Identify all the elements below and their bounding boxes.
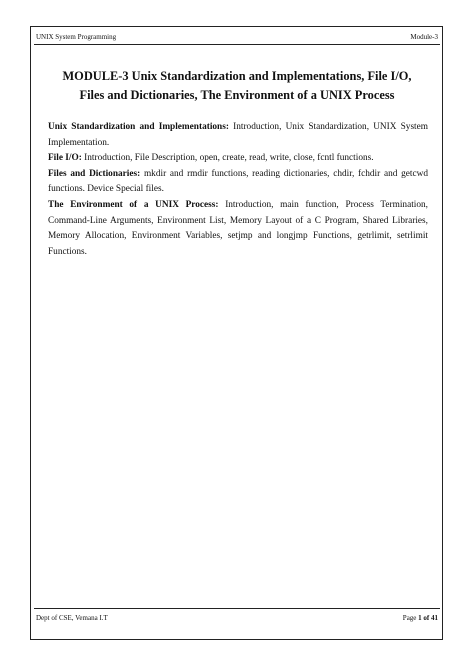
- page-border: [30, 26, 443, 640]
- section-label: File I/O:: [48, 153, 85, 164]
- page-prefix: Page: [402, 614, 419, 622]
- page-header: [36, 30, 438, 44]
- footer-divider: [34, 608, 440, 609]
- section-text: Introduction, File Description, open, create, read, write, close, fcntl functions.: [84, 153, 374, 164]
- section-text: mkdir and rmdir functions, reading dictionaries, chdir, fchdir and getcwd functions. Device Special files.: [48, 168, 428, 195]
- header-divider: [34, 44, 440, 45]
- header-module-label: Module-3: [410, 33, 438, 41]
- section-process-environment: [48, 198, 428, 260]
- page-count: 1 of 41: [418, 614, 438, 622]
- footer-department: Dept of CSE, Vemana I.T: [36, 614, 108, 622]
- section-text: Introduction, main function, Process Termination, Command-Line Arguments, Environment List, Memory Layout of a C Program, Shared Libraries, Memory Allocation, Environment Variables, setjmp and longjmp Functions, getrlimit, setrlimit Functions.: [48, 199, 428, 257]
- syllabus-content: [48, 120, 428, 260]
- section-file-io: [48, 151, 428, 167]
- section-label: Files and Dictionaries:: [48, 168, 144, 179]
- section-files-dictionaries: [48, 167, 428, 198]
- section-label: The Environment of a UNIX Process:: [48, 199, 226, 210]
- module-title: MODULE-3 Unix Standardization and Implementations, File I/O, Files and Dictionaries, The Environment of a UNIX Process: [62, 69, 412, 102]
- header-course-title: UNIX System Programming: [36, 33, 117, 41]
- page-footer: [36, 611, 438, 625]
- page-number: [403, 614, 438, 622]
- section-label: Unix Standardization and Implementations:: [48, 122, 234, 132]
- section-text: Introduction, Unix Standardization, UNIX System Implementation.: [48, 122, 428, 148]
- section-unix-standardization: [48, 120, 428, 151]
